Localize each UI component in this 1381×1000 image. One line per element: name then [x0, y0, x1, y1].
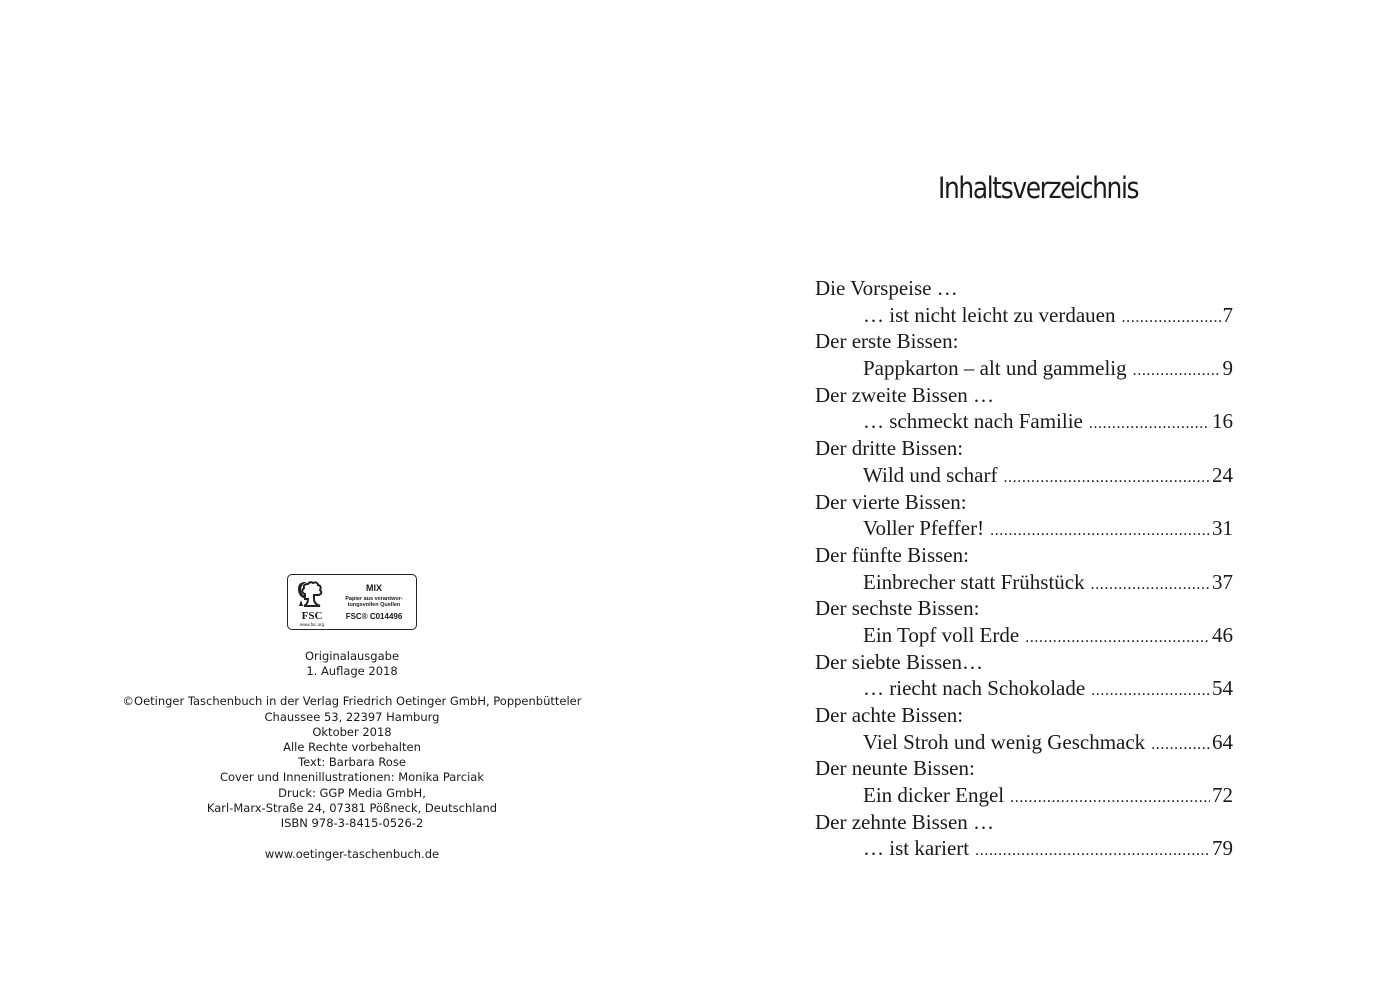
toc-entry: [815, 275, 1233, 328]
toc-chapter-heading: Der achte Bissen:: [815, 703, 964, 727]
toc-entry: [815, 595, 1233, 648]
toc-entry: [815, 755, 1233, 808]
fsc-tree-mark: [288, 575, 336, 629]
toc-title: Inhaltsverzeichnis: [938, 171, 1139, 205]
toc-chapter-row: [815, 782, 1233, 809]
toc-chapter-row: [815, 729, 1233, 756]
toc-chapter-subtitle: … ist nicht leicht zu verdauen: [863, 302, 1116, 327]
toc-page-number: 64: [1212, 729, 1233, 754]
imprint-line: Originalausgabe: [304, 649, 400, 663]
imprint-line: Druck: GGP Media GmbH,: [278, 785, 426, 800]
toc-page-number: 79: [1212, 836, 1233, 861]
imprint-block: [112, 574, 592, 862]
toc-chapter-heading: Der zehnte Bissen …: [815, 809, 995, 834]
imprint-line: Cover und Innenillustrationen: Monika Parciak: [219, 770, 485, 785]
imprint-line: Karl-Marx-Straße 24, 07381 Pößneck, Deutschland: [206, 800, 498, 815]
publisher-website: www.oetinger-taschenbuch.de: [264, 847, 440, 862]
toc-chapter-subtitle: Pappkarton – alt und gammelig: [863, 356, 1127, 381]
toc-chapter-row: [815, 408, 1233, 435]
toc-chapter-heading: Der neunte Bissen:: [815, 756, 975, 781]
toc-chapter-row: [815, 835, 1233, 862]
toc-chapter-row: [815, 675, 1233, 702]
toc-page-number: 37: [1212, 569, 1233, 594]
toc-dot-leader: [975, 838, 1210, 865]
toc-chapter-heading: Der zweite Bissen …: [815, 382, 995, 407]
toc-chapter-heading: Der vierte Bissen:: [815, 489, 967, 514]
toc-chapter-subtitle: Voller Pfeffer!: [863, 516, 985, 541]
toc-page-number: 24: [1212, 462, 1233, 487]
toc-page-number: 9: [1222, 356, 1233, 381]
toc-entry: [815, 702, 1233, 755]
toc-chapter-row: [815, 622, 1233, 649]
toc-dot-leader: [1003, 465, 1210, 492]
imprint-line: ©Oetinger Taschenbuch in der Verlag Friedrich Oetinger GmbH, Poppenbütteler: [122, 694, 582, 709]
toc-dot-leader: [990, 518, 1210, 545]
fsc-logo: [287, 574, 417, 630]
toc-entry: [815, 328, 1233, 381]
toc-dot-leader: [1025, 625, 1210, 652]
toc-chapter-heading: Der erste Bissen:: [815, 329, 959, 354]
toc-page-number: 46: [1212, 622, 1233, 647]
fsc-mix-label: MIX: [365, 582, 382, 593]
toc-chapter-subtitle: Ein dicker Engel: [863, 783, 1005, 808]
toc-chapter-subtitle: … schmeckt nach Familie: [863, 409, 1083, 434]
toc-chapter-row: [815, 302, 1233, 329]
fsc-tree-icon: [295, 580, 329, 610]
toc-entry: [815, 809, 1233, 862]
fsc-site: www.fsc.org: [299, 621, 325, 627]
toc-chapter-heading: Der siebte Bissen…: [815, 649, 983, 674]
toc-dot-leader: [1133, 358, 1221, 385]
imprint-line: Alle Rechte vorbehalten: [283, 740, 421, 755]
toc-chapter-subtitle: Viel Stroh und wenig Geschmack: [863, 729, 1146, 754]
toc-chapter-row: [815, 569, 1233, 596]
toc-dot-leader: [1122, 305, 1221, 332]
toc-dot-leader: [1010, 785, 1210, 812]
toc-entry: [815, 435, 1233, 488]
imprint-line: 1. Auflage 2018: [306, 664, 398, 679]
toc-entry: [815, 382, 1233, 435]
toc-chapter-heading: Der fünfte Bissen:: [815, 542, 969, 567]
fsc-word: FSC: [301, 609, 323, 622]
toc-chapter-row: [815, 515, 1233, 542]
toc-dot-leader: [1091, 678, 1210, 705]
imprint-line: Chaussee 53, 22397 Hamburg: [264, 709, 440, 724]
toc-page-number: 31: [1212, 516, 1233, 541]
toc-entry: [815, 542, 1233, 595]
toc-chapter-subtitle: … riecht nach Schokolade: [863, 676, 1086, 701]
toc-chapter-row: [815, 355, 1233, 382]
toc-page-number: 7: [1222, 302, 1233, 327]
imprint-line: ISBN 978-3-8415-0526-2: [280, 816, 424, 831]
fsc-paper-text: Papier aus verantwor-tungsvollen Quellen: [345, 595, 403, 608]
toc-chapter-heading: Der sechste Bissen:: [815, 596, 980, 621]
toc-entry: [815, 649, 1233, 702]
toc-chapter-heading: Der dritte Bissen:: [815, 436, 964, 461]
toc-chapter-heading: Die Vorspeise …: [815, 276, 958, 300]
toc-chapter-row: [815, 462, 1233, 489]
toc-page-number: 54: [1212, 676, 1233, 701]
toc-dot-leader: [1089, 411, 1210, 438]
imprint-line: Text: Barbara Rose: [298, 755, 406, 770]
toc-chapter-subtitle: Ein Topf voll Erde: [863, 622, 1020, 647]
toc-dot-leader: [1091, 572, 1210, 599]
toc-entry: [815, 489, 1233, 542]
toc-chapter-subtitle: Einbrecher statt Frühstück: [863, 569, 1085, 594]
table-of-contents: [815, 275, 1233, 862]
fsc-license: FSC® C014496: [345, 611, 403, 621]
toc-page-number: 72: [1212, 783, 1233, 808]
toc-page-number: 16: [1212, 409, 1233, 434]
toc-dot-leader: [1151, 732, 1210, 759]
toc-chapter-subtitle: … ist kariert: [863, 836, 970, 861]
toc-chapter-subtitle: Wild und scharf: [863, 462, 998, 487]
imprint-line: Oktober 2018: [312, 724, 392, 739]
